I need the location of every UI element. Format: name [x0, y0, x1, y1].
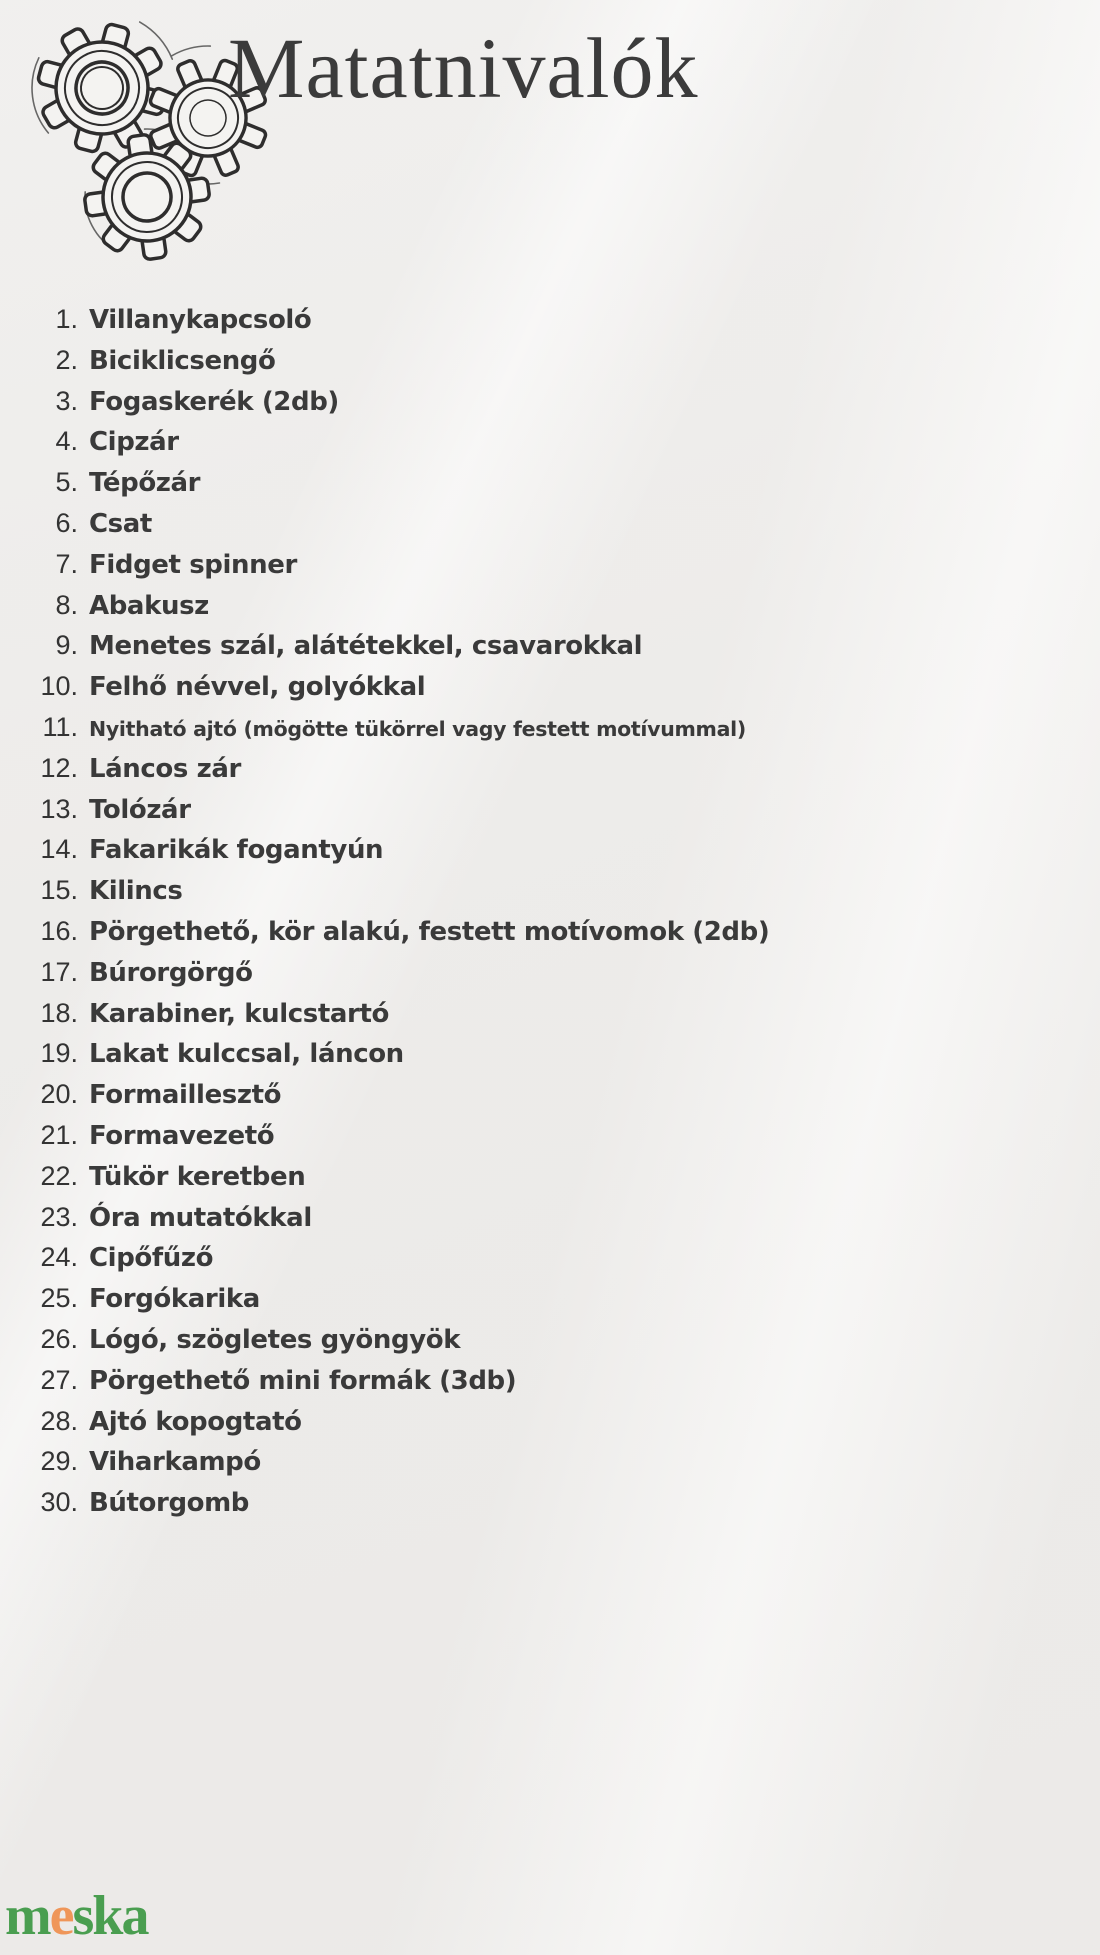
item-number: 14.: [40, 834, 78, 865]
item-number: 22.: [40, 1160, 78, 1191]
logo-letter-m: m: [5, 1885, 50, 1947]
item-number: 26.: [40, 1323, 78, 1354]
list-item: [0, 630, 1060, 671]
item-number: 17.: [40, 956, 78, 987]
item-label: Lógó, szögletes gyöngyök: [89, 1324, 461, 1355]
item-label: Cipőfűző: [89, 1243, 214, 1274]
list-item: [0, 957, 1060, 998]
item-number: 13.: [40, 793, 78, 824]
item-number: 18.: [40, 997, 78, 1028]
item-label: Karabiner, kulcstartó: [89, 998, 389, 1029]
list-item: [0, 345, 1060, 386]
list-item: [0, 1487, 1060, 1528]
item-label: Cipzár: [89, 427, 179, 458]
logo-letter-e: e: [49, 1885, 73, 1947]
meska-logo: [5, 1885, 148, 1947]
item-label: Villanykapcsoló: [89, 305, 312, 335]
list-item: [0, 304, 1060, 345]
item-label: Csat: [89, 508, 152, 539]
list-item: [0, 671, 1060, 712]
list-item: [0, 590, 1060, 631]
item-number: 7.: [55, 548, 78, 579]
item-label: Fidget spinner: [89, 549, 297, 580]
list-item: [0, 1365, 1060, 1406]
item-number: 25.: [40, 1283, 78, 1314]
item-number: 30.: [40, 1487, 78, 1518]
item-number: 4.: [55, 426, 78, 457]
item-label: Pörgethető mini formák (3db): [89, 1365, 517, 1396]
list-item: [0, 998, 1060, 1039]
item-label: Formaillesztő: [89, 1080, 282, 1111]
page-title: Matatnivalók: [228, 20, 699, 116]
item-label: Viharkampó: [89, 1447, 261, 1478]
list-item: [0, 794, 1060, 835]
item-label: Láncos zár: [89, 753, 241, 784]
item-label: Pörgethető, kör alakú, festett motívomok (2db): [89, 916, 770, 947]
list-item: [0, 916, 1060, 957]
list-item: [0, 1324, 1060, 1365]
item-label: Felhő névvel, golyókkal: [89, 672, 426, 703]
item-number: 9.: [55, 630, 78, 661]
item-label: Biciklicsengő: [89, 345, 276, 376]
item-number: 10.: [40, 671, 78, 702]
list-item: [0, 1202, 1060, 1243]
item-label: Lakat kulccsal, láncon: [89, 1039, 404, 1070]
list-item: [0, 1446, 1060, 1487]
item-number: 16.: [40, 915, 78, 946]
item-number: 15.: [40, 875, 78, 906]
item-number: 8.: [55, 589, 78, 620]
item-label: Búrorgörgő: [89, 957, 253, 988]
list-item: [0, 875, 1060, 916]
item-number: 12.: [40, 752, 78, 783]
list-item: [0, 1120, 1060, 1161]
item-number: 27.: [40, 1364, 78, 1395]
item-label: Fakarikák fogantyún: [89, 835, 384, 866]
item-label: Óra mutatókkal: [89, 1202, 312, 1233]
list-item: [0, 1283, 1060, 1324]
item-label: Tükör keretben: [89, 1161, 306, 1192]
item-label: Bútorgomb: [89, 1488, 250, 1519]
logo-letters-ska: ska: [72, 1885, 148, 1947]
list-item: [0, 467, 1060, 508]
item-label: Tolózár: [89, 794, 191, 825]
item-label: Nyitható ajtó (mögötte tükörrel vagy festett motívummal): [89, 716, 746, 741]
list-item: [0, 1079, 1060, 1120]
list-item: [0, 834, 1060, 875]
list-item: [0, 426, 1060, 467]
item-number: 19.: [40, 1038, 78, 1069]
item-number: 20.: [40, 1079, 78, 1110]
item-label: Ajtó kopogtató: [89, 1406, 302, 1437]
item-label: Abakusz: [89, 590, 209, 621]
list-item: [0, 549, 1060, 590]
item-number: 1.: [55, 304, 78, 334]
item-number: 6.: [55, 507, 78, 538]
item-label: Kilincs: [89, 876, 183, 907]
item-number: 28.: [40, 1405, 78, 1436]
item-number: 11.: [42, 711, 78, 742]
item-number: 29.: [40, 1446, 78, 1477]
list-item: [0, 1242, 1060, 1283]
list-item: [0, 508, 1060, 549]
item-label: Forgókarika: [89, 1284, 260, 1315]
item-label: Tépőzár: [89, 468, 201, 499]
list-item: [0, 1038, 1060, 1079]
item-number: 3.: [55, 385, 78, 416]
item-number: 2.: [55, 344, 78, 375]
item-number: 23.: [40, 1201, 78, 1232]
item-number: 24.: [40, 1242, 78, 1273]
item-number: 5.: [55, 467, 78, 498]
list-item: [0, 1161, 1060, 1202]
item-label: Formavezető: [89, 1120, 275, 1151]
item-label: Fogaskerék (2db): [89, 386, 339, 417]
item-number: 21.: [40, 1119, 78, 1150]
list-item: [0, 1406, 1060, 1447]
list-item: [0, 386, 1060, 427]
list-item: [0, 753, 1060, 794]
list-item: [0, 712, 1060, 753]
item-label: Menetes szál, alátétekkel, csavarokkal: [89, 631, 643, 662]
fiddle-list: [0, 304, 1060, 1528]
